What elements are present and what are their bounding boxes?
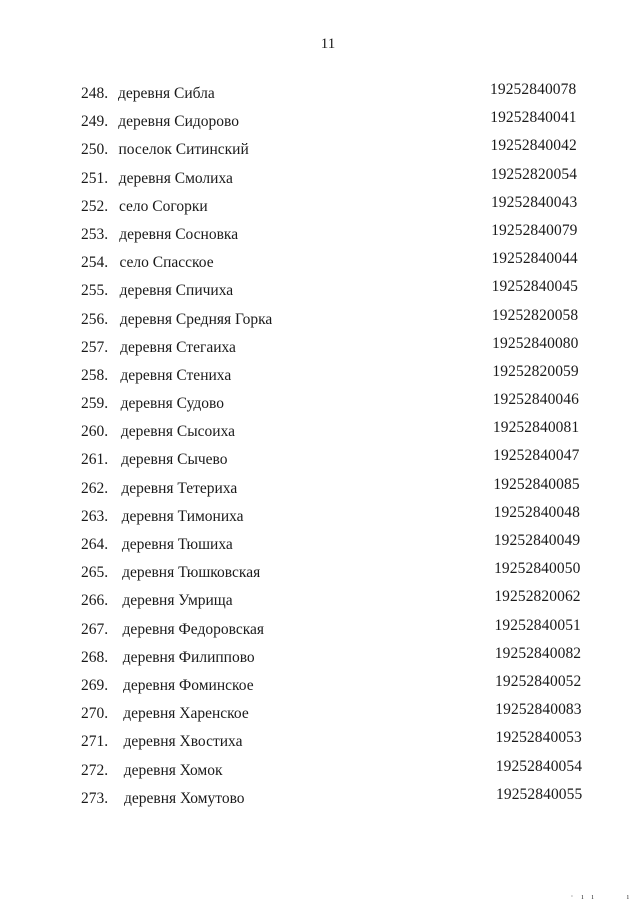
list-item bbox=[0, 165, 640, 193]
item-number: 261. bbox=[81, 451, 109, 469]
list-item bbox=[0, 531, 640, 559]
item-number: 252. bbox=[81, 197, 109, 215]
page-number: 11 bbox=[320, 36, 336, 52]
list-item bbox=[0, 616, 640, 644]
scan-marks: · ı ı ı bbox=[570, 892, 632, 901]
item-number: 250. bbox=[81, 141, 109, 159]
item-number: 265. bbox=[81, 564, 109, 582]
oktmo-code: 19252820059 bbox=[492, 362, 579, 380]
item-number: 259. bbox=[81, 395, 109, 413]
settlement-name: деревня Филиппово bbox=[122, 648, 255, 666]
list-item bbox=[0, 728, 640, 756]
list-item bbox=[0, 446, 640, 474]
list-item bbox=[0, 644, 640, 672]
list-item bbox=[0, 277, 640, 305]
item-number: 253. bbox=[81, 225, 109, 243]
settlement-name: деревня Смолиха bbox=[118, 169, 233, 187]
settlement-name: деревня Судово bbox=[120, 395, 224, 413]
list-item bbox=[0, 785, 640, 813]
oktmo-code: 19252840085 bbox=[493, 475, 580, 493]
item-number: 262. bbox=[81, 479, 109, 497]
settlement-name: деревня Сысоиха bbox=[120, 423, 235, 441]
oktmo-code: 19252840050 bbox=[494, 560, 581, 578]
item-number: 264. bbox=[81, 536, 109, 553]
oktmo-code: 19252840082 bbox=[494, 644, 582, 662]
list-item bbox=[0, 221, 640, 249]
list-item bbox=[0, 587, 640, 615]
item-number: 271. bbox=[81, 733, 109, 751]
settlement-name: деревня Федоровская bbox=[122, 620, 265, 638]
oktmo-code: 19252840043 bbox=[490, 193, 578, 211]
item-number: 263. bbox=[81, 507, 109, 525]
oktmo-code: 19252840046 bbox=[492, 391, 579, 409]
item-number: 248. bbox=[81, 85, 109, 102]
list-item bbox=[0, 136, 640, 164]
item-number: 258. bbox=[81, 366, 109, 384]
item-number: 269. bbox=[81, 676, 109, 694]
settlement-name: деревня Тюшковская bbox=[122, 564, 261, 582]
list-item bbox=[0, 672, 640, 700]
list-item bbox=[0, 700, 640, 728]
settlement-name: поселок Ситинский bbox=[118, 141, 249, 159]
oktmo-code: 19252820058 bbox=[491, 306, 579, 324]
item-number: 257. bbox=[81, 338, 109, 356]
settlement-name: деревня Средняя Горка bbox=[119, 310, 273, 328]
settlement-name: деревня Сибла bbox=[118, 85, 215, 102]
item-number: 273. bbox=[81, 789, 109, 807]
settlement-name: деревня Умрища bbox=[122, 592, 233, 610]
oktmo-code: 19252840042 bbox=[490, 137, 577, 155]
item-number: 270. bbox=[81, 705, 109, 723]
oktmo-code: 19252820054 bbox=[490, 165, 578, 183]
list-item bbox=[0, 559, 640, 587]
list-item bbox=[0, 390, 640, 418]
oktmo-code: 19252840041 bbox=[490, 109, 577, 127]
item-number: 267. bbox=[81, 620, 109, 638]
item-number: 260. bbox=[81, 423, 109, 441]
settlement-name: село Спасское bbox=[119, 254, 214, 272]
item-number: 256. bbox=[81, 310, 109, 328]
list-item bbox=[0, 108, 640, 136]
settlement-name: деревня Харенское bbox=[123, 705, 249, 723]
item-number: 266. bbox=[81, 592, 109, 610]
oktmo-code: 19252840055 bbox=[496, 785, 583, 803]
settlement-name: деревня Тимониха bbox=[121, 507, 244, 525]
oktmo-code: 19252840054 bbox=[495, 757, 583, 775]
settlement-name: деревня Стегаиха bbox=[120, 338, 236, 356]
list-item bbox=[0, 757, 640, 785]
settlement-name: деревня Спичиха bbox=[119, 282, 234, 300]
oktmo-code: 19252840044 bbox=[491, 250, 578, 268]
oktmo-code: 19252840049 bbox=[493, 532, 581, 549]
oktmo-code: 19252840081 bbox=[492, 419, 580, 437]
list-item bbox=[0, 475, 640, 503]
oktmo-code: 19252840052 bbox=[495, 672, 582, 690]
item-number: 251. bbox=[81, 169, 109, 187]
list-item bbox=[0, 362, 640, 390]
settlement-name: деревня Фоминское bbox=[123, 676, 254, 694]
list-item bbox=[0, 306, 640, 334]
settlement-list bbox=[0, 80, 640, 813]
oktmo-code: 19252840047 bbox=[493, 447, 580, 465]
list-item bbox=[0, 418, 640, 446]
settlement-name: деревня Тюшиха bbox=[121, 536, 233, 553]
oktmo-code: 19252840048 bbox=[493, 503, 580, 521]
item-number: 255. bbox=[81, 282, 109, 300]
list-item bbox=[0, 80, 640, 108]
oktmo-code: 19252840083 bbox=[495, 701, 582, 719]
settlement-name: деревня Хвостиха bbox=[123, 733, 243, 751]
oktmo-code: 19252840078 bbox=[490, 81, 577, 98]
oktmo-code: 19252840051 bbox=[494, 616, 581, 634]
settlement-name: деревня Хомутово bbox=[124, 789, 245, 807]
oktmo-code: 19252840053 bbox=[495, 729, 582, 747]
item-number: 254. bbox=[81, 254, 109, 272]
list-item bbox=[0, 503, 640, 531]
oktmo-code: 19252820062 bbox=[494, 588, 581, 606]
settlement-name: деревня Сидорово bbox=[118, 113, 239, 131]
item-number: 268. bbox=[81, 648, 109, 666]
list-item bbox=[0, 193, 640, 221]
oktmo-code: 19252840079 bbox=[491, 221, 578, 239]
settlement-name: деревня Тетериха bbox=[121, 479, 238, 497]
list-item bbox=[0, 334, 640, 362]
settlement-name: деревня Сосновка bbox=[119, 225, 239, 243]
settlement-name: деревня Стениха bbox=[120, 366, 232, 384]
settlement-name: деревня Сычево bbox=[121, 451, 228, 469]
oktmo-code: 19252840080 bbox=[492, 334, 579, 352]
item-number: 272. bbox=[81, 761, 109, 779]
item-number: 249. bbox=[81, 113, 109, 131]
settlement-name: село Согорки bbox=[118, 197, 208, 215]
oktmo-code: 19252840045 bbox=[491, 278, 579, 296]
settlement-name: деревня Хомок bbox=[123, 761, 223, 779]
list-item bbox=[0, 249, 640, 277]
